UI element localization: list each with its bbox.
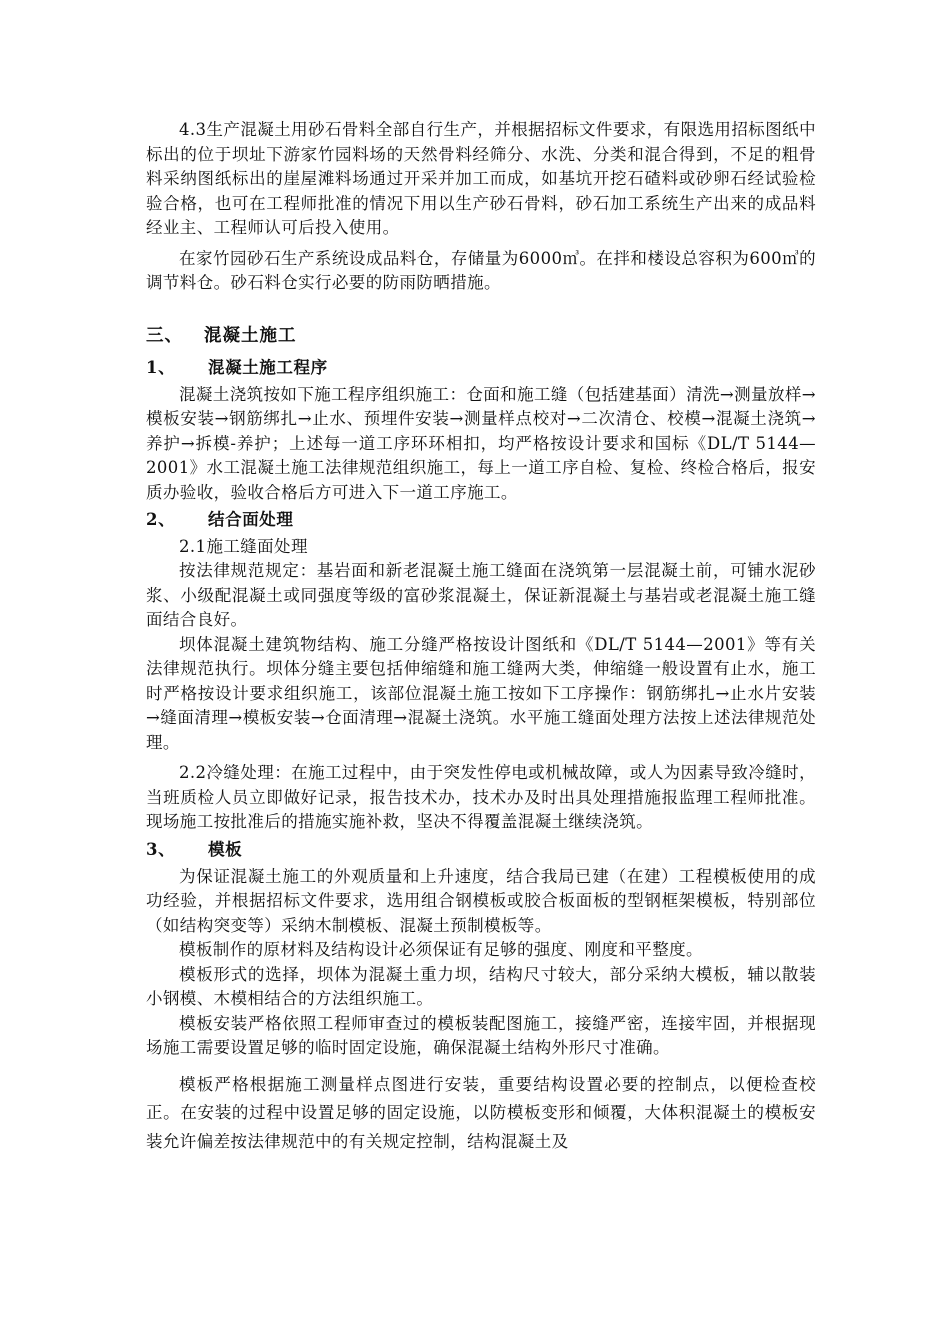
- subsection-title: 混凝土施工程序: [208, 357, 328, 377]
- paragraph-formwork-survey: 模板严格根据施工测量样点图进行安装，重要结构设置必要的控制点，以便检查校正。在安装的过程中设置足够的固定设施，以防模板变形和倾覆，大体积混凝土的模板安装允许偏差按法律规范中的有关规定控制，结构混凝土及: [146, 1074, 816, 1151]
- subsection-number: 1、: [146, 357, 176, 377]
- paragraph-aggregate-production: 4.3生产混凝土用砂石骨料全部自行生产，并根据招标文件要求，有限选用招标图纸中标出的位于坝址下游家竹园料场的天然骨料经筛分、水洗、分类和混合得到，不足的粗骨料采纳图纸标出的崖屋滩料场通过开采并加工而成，如基坑开挖石碴料或砂卵石经试验检验合格，也可在工程师批准的情况下用以生产砂石骨料，砂石加工系统生产出来的成品料经业主、工程师认可后投入使用。: [146, 120, 816, 237]
- subsection-heading-formwork: [146, 839, 816, 861]
- section-title: 混凝土施工: [204, 325, 297, 346]
- paragraph-joint-structure: 坝体混凝土建筑物结构、施工分缝严格按设计图纸和《DL/T 5144—2001》等有关法律规范执行。坝体分缝主要包括伸缩缝和施工缝两大类，伸缩缝一般设置有止水，施工时严格按设计要求组织施工，该部位混凝土施工按如下工序操作：钢筋绑扎→止水片安装→缝面清理→模板安装→仓面清理→混凝土浇筑。水平施工缝面处理方法按上述法律规范处理。: [146, 634, 816, 752]
- section-number: 三、: [146, 325, 183, 346]
- paragraph-formwork-materials: 模板制作的原材料及结构设计必须保证有足够的强度、刚度和平整度。: [179, 940, 703, 959]
- subsection-heading-joint-treatment: [146, 509, 816, 531]
- paragraph-cold-joint: 2.2冷缝处理：在施工过程中，由于突发性停电或机械故障，或人为因素导致冷缝时，当班质检人员立即做好记录，报告技术办，技术办及时出具处理措施报监理工程师批准。现场施工按批准后的措施实施补救，坚决不得覆盖混凝土继续浇筑。: [146, 763, 816, 831]
- sub-subsection-title: 2.1施工缝面处理: [179, 537, 308, 556]
- paragraph-formwork-install: 模板安装严格依照工程师审查过的模板装配图施工，接缝严密，连接牢固，并根据现场施工需要设置足够的临时固定设施，确保混凝土结构外形尺寸准确。: [146, 1013, 816, 1057]
- document-page: [146, 118, 816, 1156]
- section-heading-concrete-construction: [146, 322, 816, 347]
- paragraph-storage-bins: 在家竹园砂石生产系统设成品料仓，存储量为6000㎥。在拌和楼设总容积为600㎥的调节料仓。砂石料仓实行必要的防雨防晒措施。: [146, 248, 816, 292]
- paragraph-formwork-type: 模板形式的选择，坝体为混凝土重力坝，结构尺寸较大，部分采纳大模板，辅以散装小钢模、木模相结合的方法组织施工。: [146, 964, 816, 1008]
- subsection-title: 模板: [208, 839, 243, 859]
- subsection-title: 结合面处理: [208, 510, 294, 529]
- paragraph-procedure: 混凝土浇筑按如下施工程序组织施工：仓面和施工缝（包括建基面）清洗→测量放样→模板安装→钢筋绑扎→止水、预埋件安装→测量样点校对→二次清仓、校模→混凝土浇筑→养护→拆模-养护；上述每一道工序环环相扣，均严格按设计要求和国标《DL/T 5144—2001》水工混凝土施工法律规范组织施工，每上一道工序自检、复检、终检合格后，报安质办验收，验收合格后方可进入下一道工序施工。: [146, 384, 816, 502]
- paragraph-formwork-selection: 为保证混凝土施工的外观质量和上升速度，结合我局已建（在建）工程模板使用的成功经验，并根据招标文件要求，选用组合钢模板或胶合板面板的型钢框架模板，特别部位（如结构突变等）采纳木制模板、混凝土预制模板等。: [146, 866, 816, 935]
- subsection-number: 2、: [146, 510, 176, 529]
- paragraph-joint-spec: 按法律规范规定：基岩面和新老混凝土施工缝面在浇筑第一层混凝土前，可铺水泥砂浆、小级配混凝土或同强度等级的富砂浆混凝土，保证新混凝土与基岩或老混凝土施工缝面结合良好。: [146, 561, 816, 629]
- subsection-number: 3、: [146, 839, 176, 859]
- subsection-heading-procedure: [146, 357, 816, 379]
